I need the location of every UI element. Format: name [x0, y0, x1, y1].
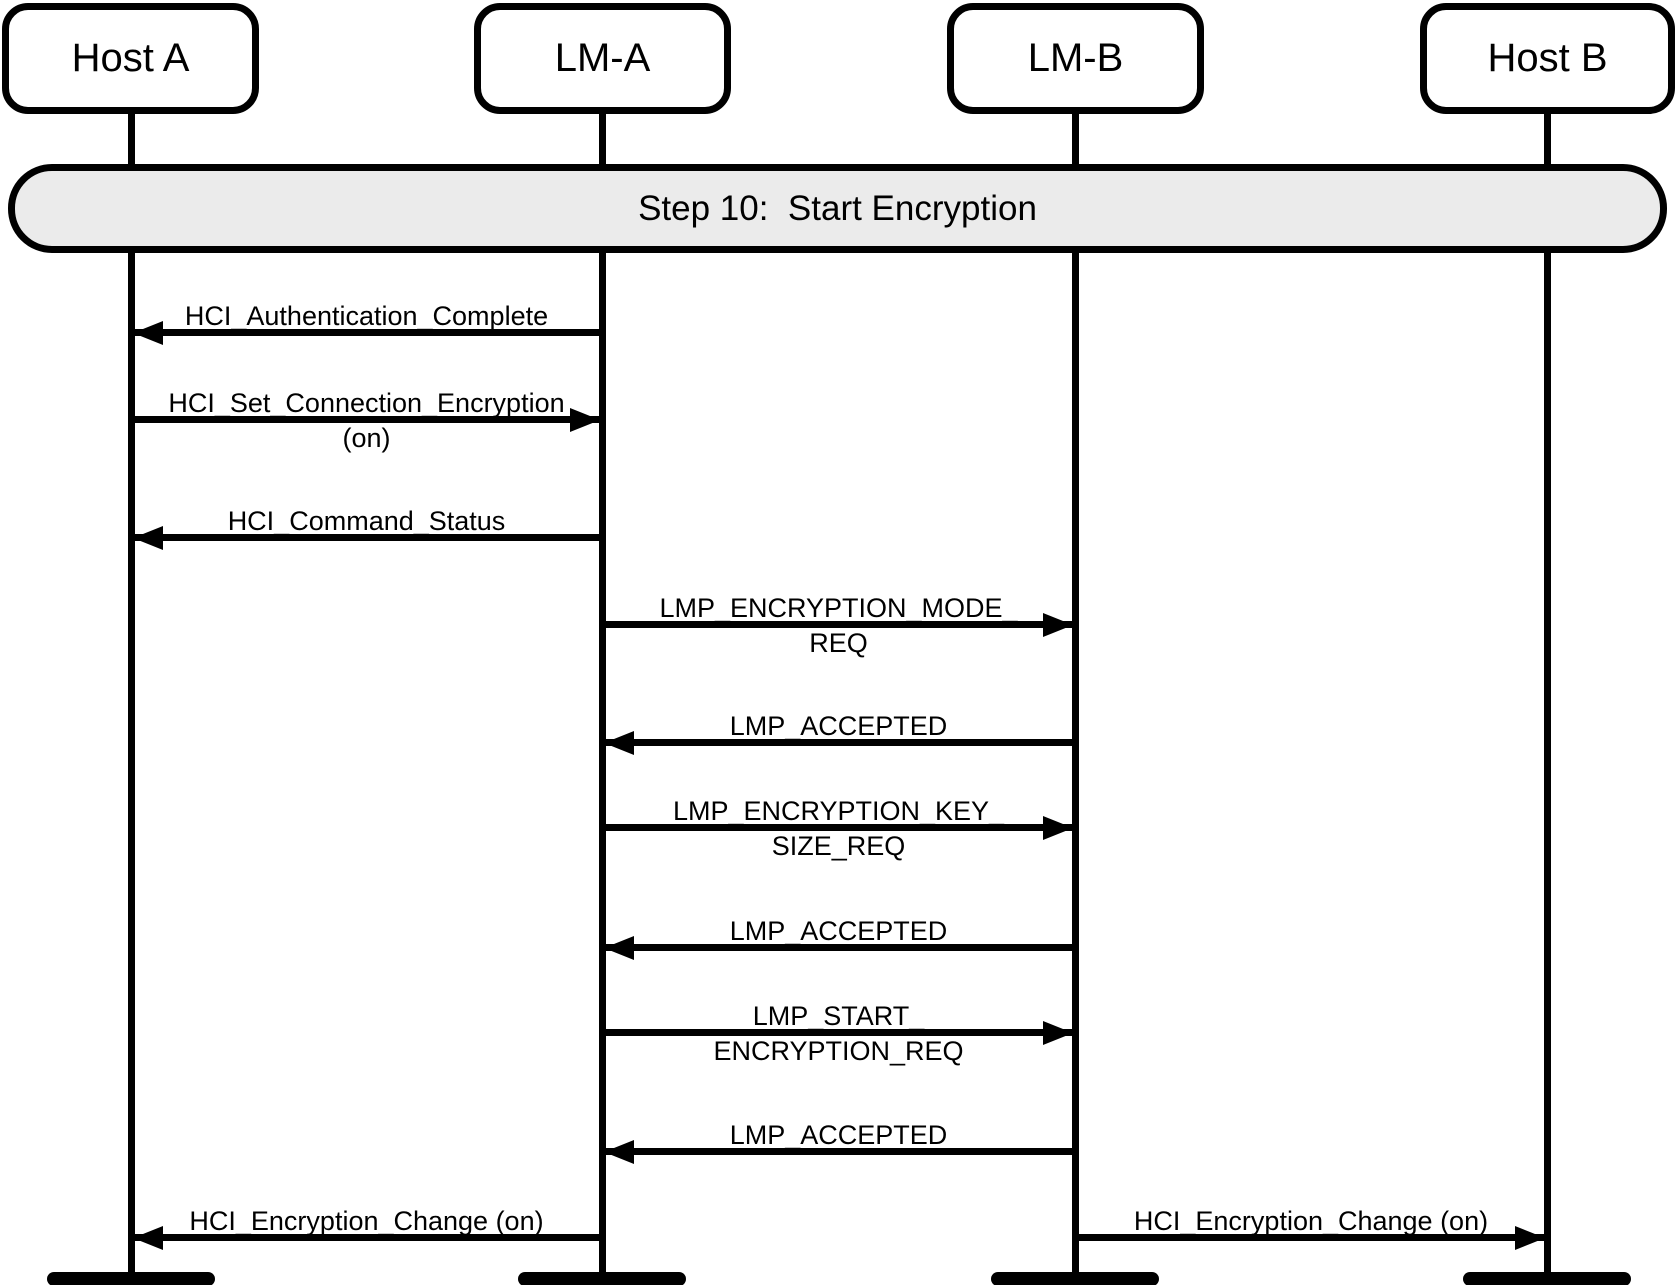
message-arrow-6-lm-b-to-lm-a — [602, 916, 1075, 951]
lifeline-lm-b — [1072, 113, 1079, 1279]
actor-label-host-a: Host A — [71, 36, 190, 80]
message-arrow-8-lm-b-to-lm-a — [602, 1120, 1075, 1155]
lifeline-host-b — [1544, 113, 1551, 1279]
lifeline-end-bar-host-b — [1463, 1272, 1631, 1285]
message-arrow-3-lm-a-to-lm-b — [602, 593, 1075, 658]
message-label: LMP_START_ — [752, 1001, 925, 1031]
lifeline-lm-a — [599, 113, 606, 1279]
message-label: LMP_ACCEPTED — [729, 1120, 948, 1150]
message-label: HCI_Command_Status — [227, 506, 506, 536]
message-arrow-0-lm-a-to-host-a — [131, 301, 602, 336]
message-label: LMP_ACCEPTED — [729, 711, 948, 741]
message-arrow-1-host-a-to-lm-a — [131, 388, 602, 453]
message-label-line2: SIZE_REQ — [771, 831, 906, 861]
lifeline-end-bar-lm-b — [991, 1272, 1159, 1285]
actor-box-lm-a — [474, 3, 731, 114]
actor-box-host-b — [1420, 3, 1675, 114]
message-arrow-5-lm-a-to-lm-b — [602, 796, 1075, 861]
message-arrow-4-lm-b-to-lm-a — [602, 711, 1075, 746]
actor-label-lm-b: LM-B — [1027, 36, 1124, 80]
message-label-line2: REQ — [809, 628, 868, 658]
message-label: HCI_Encryption_Change (on) — [189, 1206, 544, 1236]
step-banner-label: Step 10: Start Encryption — [638, 188, 1037, 228]
actor-box-host-a — [2, 3, 259, 114]
message-label: LMP_ACCEPTED — [729, 916, 948, 946]
message-arrow-2-lm-a-to-host-a — [131, 506, 602, 541]
actor-box-lm-b — [947, 3, 1204, 114]
message-label: LMP_ENCRYPTION_MODE_ — [659, 593, 1018, 623]
message-label: HCI_Authentication_Complete — [184, 301, 549, 331]
lifeline-end-bar-lm-a — [518, 1272, 686, 1285]
lifeline-end-bar-host-a — [47, 1272, 215, 1285]
message-label-line2: ENCRYPTION_REQ — [713, 1036, 964, 1066]
message-arrow-10-lm-b-to-host-b — [1075, 1206, 1547, 1241]
message-label: HCI_Set_Connection_Encryption — [168, 388, 565, 418]
message-label: HCI_Encryption_Change (on) — [1133, 1206, 1489, 1236]
step-banner — [8, 164, 1667, 253]
message-arrow-9-lm-a-to-host-a — [131, 1206, 602, 1241]
message-label: LMP_ENCRYPTION_KEY_ — [672, 796, 1005, 826]
actor-label-host-b: Host B — [1487, 36, 1608, 80]
actor-label-lm-a: LM-A — [554, 36, 651, 80]
message-label-line2: (on) — [342, 423, 391, 453]
lifeline-host-a — [128, 113, 135, 1279]
message-arrow-7-lm-a-to-lm-b — [602, 1001, 1075, 1066]
